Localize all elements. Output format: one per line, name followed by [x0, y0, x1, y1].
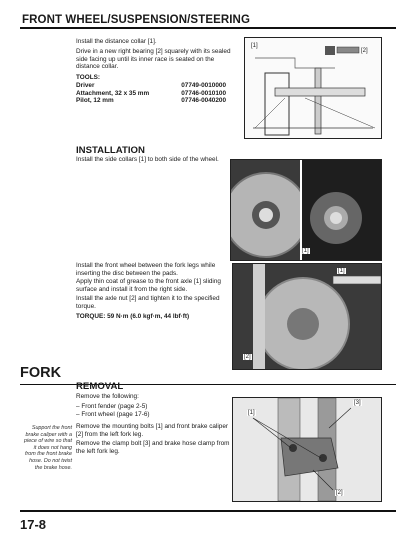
tool-name: Attachment, 32 x 35 mm	[76, 89, 150, 97]
footer-rule	[20, 510, 396, 512]
tool-row	[76, 90, 226, 98]
installation-title: INSTALLATION	[76, 145, 145, 156]
callout-1: [1]	[251, 43, 258, 49]
tool-part: 07746-0040200	[181, 97, 226, 105]
step-install-wheel: Install the front wheel between the fork legs while inserting the disc between the pads.	[76, 262, 216, 277]
callout-1: [1]	[248, 410, 255, 416]
callout-3: [3]	[354, 400, 361, 406]
page-number: 17-8	[20, 517, 47, 532]
callout-2: [2]	[336, 490, 343, 496]
tool-part: 07746-0010100	[181, 89, 226, 97]
step-drive-bearing: Drive in a new right bearing [2] squarely with its sealed side facing up until its inner race is seated on the distance collar.	[76, 48, 231, 71]
list-item: – Front wheel (page 17-6)	[76, 411, 150, 419]
callout-1: [1]	[338, 268, 345, 274]
header-rule	[20, 27, 396, 29]
tool-row	[76, 82, 226, 90]
step-install-collar: Install the distance collar [1].	[76, 38, 157, 45]
step-remove-clamp: Remove the clamp bolt [3] and brake hose clamp from the left fork leg.	[76, 440, 230, 455]
callout-1: [1]	[302, 248, 309, 254]
figure-fork-removal	[232, 397, 382, 502]
section-title: FRONT WHEEL/SUSPENSION/STEERING	[22, 14, 251, 26]
side-collar-photo	[231, 160, 381, 260]
callout-2: [2]	[244, 354, 251, 360]
torque-spec: TORQUE: 59 N·m (6.0 kgf·m, 44 lbf·ft)	[76, 313, 190, 320]
figure-side-collars	[230, 159, 382, 261]
callout-2: [2]	[361, 48, 368, 54]
tool-name: Driver	[76, 82, 95, 89]
removal-title: REMOVAL	[76, 381, 124, 392]
removal-intro: Remove the following:	[76, 393, 139, 400]
axle-photo	[233, 264, 381, 369]
tools-heading: TOOLS:	[76, 74, 101, 81]
step-grease-axle: Apply thin coat of grease to the front axle [1] sliding surface and install it from the right side.	[76, 278, 221, 293]
step-axle-nut: Install the axle nut [2] and tighten it to the specified torque.	[76, 295, 220, 310]
figure-axle-install	[232, 263, 382, 370]
step-remove-caliper: Remove the mounting bolts [1] and front brake caliper [2] from the left fork leg.	[76, 423, 229, 438]
fork-title: FORK	[20, 365, 62, 381]
step-side-collars: Install the side collars [1] to both side of the wheel.	[76, 156, 219, 163]
tool-part: 07749-0010000	[181, 82, 226, 89]
tools-table	[76, 82, 226, 105]
tool-row	[76, 97, 226, 105]
figure-bearing-install	[244, 37, 382, 139]
removal-list	[76, 403, 150, 418]
side-note: Support the front brake caliper with a piece of wire so that it does not hang from the front brake hose. Do not twist the brake hose.	[24, 425, 72, 471]
list-item: – Front fender (page 2-5)	[76, 403, 150, 411]
tool-name: Pilot, 12 mm	[76, 97, 114, 105]
